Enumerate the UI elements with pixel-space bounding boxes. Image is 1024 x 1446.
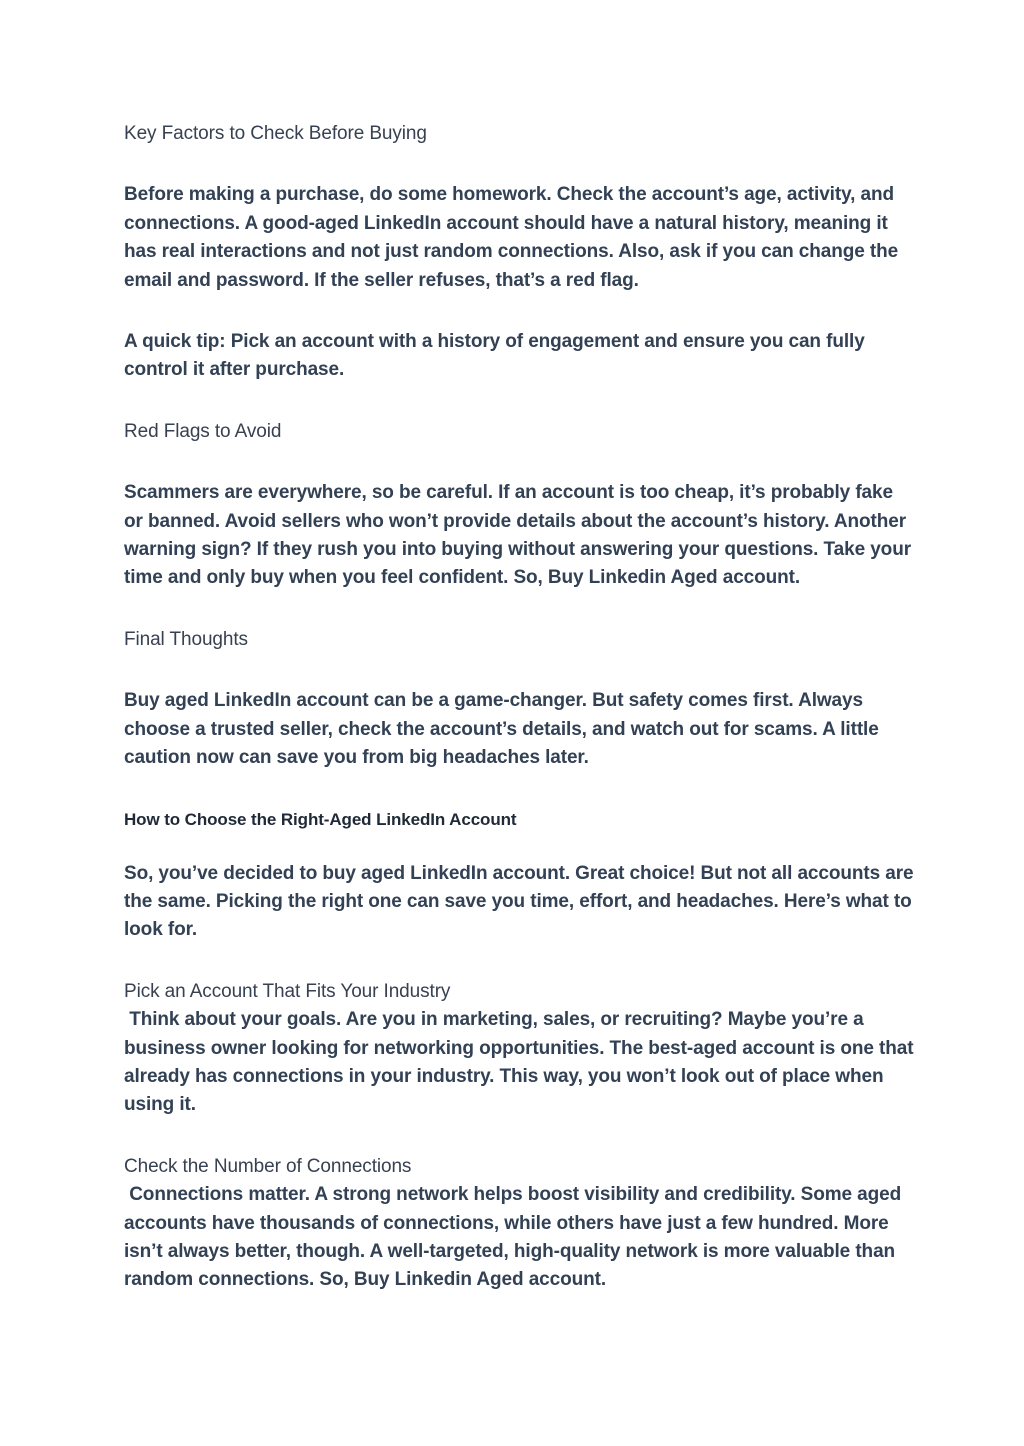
red-flags-paragraph: Scammers are everywhere, so be careful. If an account is too cheap, it’s probably fake or banned. Avoid sellers who won’t provide details about the account’s history. Another warning sign? If they rush you into buying without answering your questions. Take your time and only buy when you feel confident. So, Buy Linkedin Aged account. bbox=[124, 482, 911, 589]
final-thoughts-heading: Final Thoughts bbox=[124, 628, 248, 650]
industry-heading: Pick an Account That Fits Your Industry bbox=[124, 980, 451, 1002]
red-flags-heading: Red Flags to Avoid bbox=[124, 420, 282, 442]
connections-paragraph: Connections matter. A strong network helps boost visibility and credibility. Some aged accounts have thousands of connections, while others have just a few hundred. More isn’t always better, though. A well-targeted, high-quality network is more valuable than random connections. So, Buy Linkedin Aged account. bbox=[124, 1184, 907, 1291]
document-page bbox=[124, 120, 919, 1328]
final-thoughts-paragraph: Buy aged LinkedIn account can be a game-changer. But safety comes first. Always choose a trusted seller, check the account’s details, and watch out for scams. A little caution now can save you from big headaches later. bbox=[124, 690, 879, 769]
quick-tip-paragraph: A quick tip: Pick an account with a history of engagement and ensure you can fully control it after purchase. bbox=[124, 331, 865, 381]
connections-heading: Check the Number of Connections bbox=[124, 1155, 412, 1177]
key-factors-paragraph: Before making a purchase, do some homework. Check the account’s age, activity, and connections. A good-aged LinkedIn account should have a natural history, meaning it has real interactions and not just random connections. Also, ask if you can change the email and password. If the seller refuses, that’s a red flag. bbox=[124, 184, 899, 291]
key-factors-heading: Key Factors to Check Before Buying bbox=[124, 123, 427, 144]
choose-account-subheading: How to Choose the Right-Aged LinkedIn Account bbox=[124, 809, 517, 829]
choose-account-paragraph: So, you’ve decided to buy aged LinkedIn account. Great choice! But not all accounts are the same. Picking the right one can save you time, effort, and headaches. Here’s what to look for. bbox=[124, 862, 914, 941]
industry-paragraph: Think about your goals. Are you in marketing, sales, or recruiting? Maybe you’re a business owner looking for networking opportunities. The best-aged account is one that already has connections in your industry. This way, you won’t look out of place when using it. bbox=[124, 1009, 919, 1116]
